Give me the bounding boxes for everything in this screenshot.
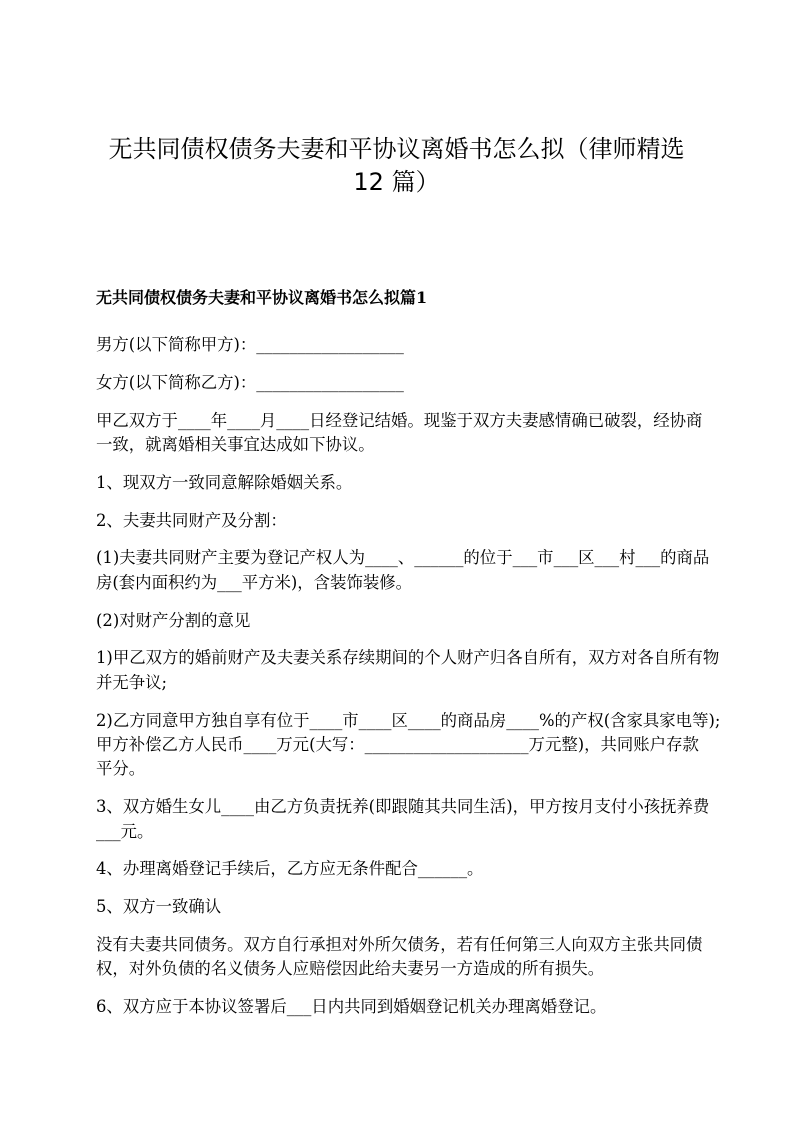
paragraph-line: 平分。 xyxy=(96,759,146,779)
paragraph-clause-3 xyxy=(96,795,756,844)
paragraph-line: 并无争议; xyxy=(96,672,168,692)
paragraph-line: 房(套内面积约为___平方米)，含装饰装修。 xyxy=(96,572,413,592)
paragraph-clause-5-detail xyxy=(96,933,756,982)
paragraph-line: 甲方补偿乙方人民币____万元(大写：____________________万元整)，共同账户存款 xyxy=(96,735,699,754)
paragraph-line: 5、双方一致确认 xyxy=(96,897,222,917)
paragraph-line: 1)甲乙双方的婚前财产及夫妻关系存续期间的个人财产归各自所有，双方对各自所有物 xyxy=(96,648,720,668)
paragraph-preamble xyxy=(96,409,756,458)
paragraph-line: 1、现双方一致同意解除婚姻关系。 xyxy=(96,472,353,492)
paragraph-line: 6、双方应于本协议签署后___日内共同到婚姻登记机关办理离婚登记。 xyxy=(96,997,607,1017)
paragraph-wife xyxy=(96,371,756,395)
document-title xyxy=(0,133,793,199)
paragraph-clause-1 xyxy=(96,471,756,495)
title-line: 无共同债权债务夫妻和平协议离婚书怎么拟（律师精选 xyxy=(108,135,685,163)
paragraph-clause-2-2-a xyxy=(96,646,756,695)
paragraph-line: 2)乙方同意甲方独自享有位于____市____区____的商品房____%的产权(含家具家电等); xyxy=(96,710,721,730)
paragraph-clause-6 xyxy=(96,995,756,1019)
paragraph-clause-5 xyxy=(96,895,756,919)
paragraph-line: (2)对财产分割的意见 xyxy=(96,610,251,630)
paragraph-line: 女方(以下简称乙方)：__________________ xyxy=(96,372,404,392)
paragraph-line: 3、双方婚生女儿____由乙方负责抚养(即跟随其共同生活)，甲方按月支付小孩抚养费 xyxy=(96,797,710,817)
paragraph-line: ___元。 xyxy=(96,821,154,841)
paragraph-line: (1)夫妻共同财产主要为登记产权人为____、______的位于___市___区___村___的商品 xyxy=(96,548,710,568)
paragraph-line: 4、办理离婚登记手续后，乙方应无条件配合______。 xyxy=(96,859,484,879)
title-line: 12 篇） xyxy=(353,168,440,196)
agreement-body xyxy=(96,333,756,1033)
paragraph-line: 男方(以下简称甲方)：__________________ xyxy=(96,335,404,354)
paragraph-line: 2、夫妻共同财产及分割： xyxy=(96,510,287,530)
paragraph-line: 甲乙双方于____年____月____日经登记结婚。现鉴于双方夫妻感情确已破裂，经协商 xyxy=(96,410,703,430)
paragraph-husband xyxy=(96,333,756,357)
section-heading: 无共同债权债务夫妻和平协议离婚书怎么拟篇1 xyxy=(96,288,428,307)
paragraph-clause-2-1 xyxy=(96,546,756,595)
paragraph-line: 没有夫妻共同债务。双方自行承担对外所欠债务，若有任何第三人向双方主张共同债 xyxy=(96,935,703,954)
paragraph-clause-2-2 xyxy=(96,609,756,633)
paragraph-clause-4 xyxy=(96,857,756,881)
paragraph-clause-2 xyxy=(96,509,756,533)
paragraph-line: 权，对外负债的名义债务人应赔偿因此给夫妻另一方造成的所有损失。 xyxy=(96,959,605,979)
paragraph-clause-2-2-b xyxy=(96,709,756,782)
paragraph-line: 一致，就离婚相关事宜达成如下协议。 xyxy=(96,435,375,454)
